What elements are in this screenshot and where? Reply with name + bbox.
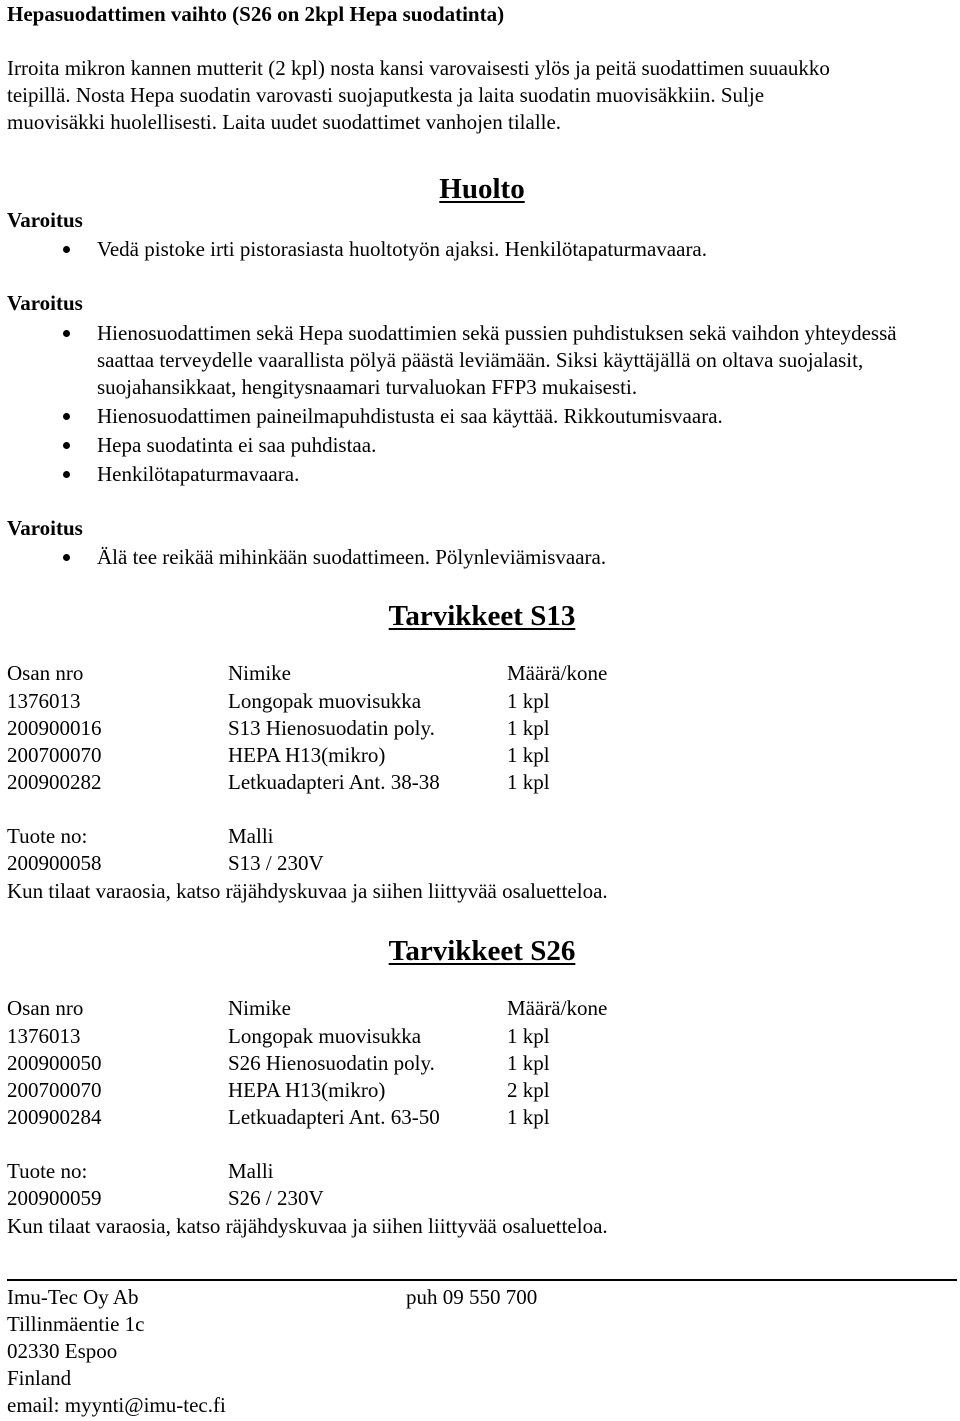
warning-label: Varoitus [7,291,83,315]
bullet-icon [63,432,71,459]
table-cell: S13 Hienosuodatin poly. [228,716,435,740]
table-cell: S26 Hienosuodatin poly. [228,1051,435,1075]
bullet-icon [63,320,71,347]
bullet-icon [63,403,71,430]
table-cell: 1 kpl [507,770,550,794]
table-cell: 1376013 [7,1024,81,1048]
col-header-quantity: Määrä/kone [507,661,608,685]
table-cell: Letkuadapteri Ant. 63-50 [228,1105,440,1129]
product-header-model: Malli [228,824,274,848]
table-cell: 200700070 [7,1078,102,1102]
product-header-number: Tuote no: [7,1159,88,1183]
warning-bullet: Hienosuodattimen sekä Hepa suodattimien sekä pussien puhdistuksen sekä vaihdon yhteydessä saattaa terveydelle vaarallista pölyä päästä leviämään. Siksi käyttäjällä on oltava suojalasit, suojahansikkaat, hengitysnaamari turvaluokan FFP3 mukaisesti. [63,320,953,401]
bullet-icon [63,461,71,488]
col-header-part-number: Osan nro [7,996,84,1020]
warning-bullet: Hienosuodattimen paineilmapuhdistusta ei saa käyttää. Rikkoutumisvaara. [63,403,953,430]
huolto-title: Huolto [439,173,525,205]
warning-bullet: Vedä pistoke irti pistorasiasta huoltotyön ajaksi. Henkilötapaturmavaara. [63,236,953,263]
table-cell: Longopak muovisukka [228,1024,422,1048]
table-cell: 1 kpl [507,743,550,767]
footer-email: email: myynti@imu-tec.fi [7,1393,226,1417]
tarvikkeet-s13-title: Tarvikkeet S13 [388,600,576,632]
table-cell: 1 kpl [507,689,550,713]
col-header-part-number: Osan nro [7,661,84,685]
table-cell: 200900282 [7,770,102,794]
table-cell: 200700070 [7,743,102,767]
bullet-icon [63,236,71,263]
product-number: 200900058 [7,851,102,875]
col-header-name: Nimike [228,661,291,685]
table-cell: Letkuadapteri Ant. 38-38 [228,770,440,794]
footer-country: Finland [7,1366,72,1390]
hepa-paragraph-line-3: muovisäkki huolellisesti. Laita uudet suodattimet vanhojen tilalle. [7,110,562,134]
warning-bullet: Henkilötapaturmavaara. [63,461,953,488]
hepa-heading: Hepasuodattimen vaihto (S26 on 2kpl Hepa suodatinta) [7,2,505,26]
footer-street: Tillinmäentie 1c [7,1312,145,1336]
footer-postal: 02330 Espoo [7,1339,118,1363]
table-cell: Longopak muovisukka [228,689,422,713]
table-cell: HEPA H13(mikro) [228,1078,386,1102]
product-number: 200900059 [7,1186,102,1210]
table-cell: 2 kpl [507,1078,550,1102]
table-cell: 200900284 [7,1105,102,1129]
bullet-icon [63,544,71,571]
table-cell: 1 kpl [507,1051,550,1075]
table-cell: 200900050 [7,1051,102,1075]
footer-phone: puh 09 550 700 [406,1285,538,1309]
product-header-number: Tuote no: [7,824,88,848]
warning-label: Varoitus [7,516,83,540]
table-cell: 1 kpl [507,716,550,740]
table-cell: 1 kpl [507,1024,550,1048]
warning-bullet: Älä tee reikää mihinkään suodattimeen. Pölynleviämisvaara. [63,544,953,571]
tarvikkeet-s26-title: Tarvikkeet S26 [388,935,576,967]
col-header-name: Nimike [228,996,291,1020]
table-cell: HEPA H13(mikro) [228,743,386,767]
hepa-paragraph-line-2: teipillä. Nosta Hepa suodatin varovasti suojaputkesta ja laita suodatin muovisäkkiin. Sulje [7,83,765,107]
table-cell: 1376013 [7,689,81,713]
warning-bullet: Hepa suodatinta ei saa puhdistaa. [63,432,953,459]
product-model: S26 / 230V [228,1186,324,1210]
table-cell: 1 kpl [507,1105,550,1129]
col-header-quantity: Määrä/kone [507,996,608,1020]
order-note: Kun tilaat varaosia, katso räjähdyskuvaa ja siihen liittyvää osaluetteloa. [7,879,608,903]
order-note: Kun tilaat varaosia, katso räjähdyskuvaa ja siihen liittyvää osaluetteloa. [7,1214,608,1238]
warning-label: Varoitus [7,208,83,232]
hepa-paragraph-line-1: Irroita mikron kannen mutterit (2 kpl) nosta kansi varovaisesti ylös ja peitä suodattimen suuaukko [7,56,830,80]
footer-divider [7,1279,957,1281]
product-header-model: Malli [228,1159,274,1183]
footer-company: Imu-Tec Oy Ab [7,1285,139,1309]
table-cell: 200900016 [7,716,102,740]
product-model: S13 / 230V [228,851,324,875]
